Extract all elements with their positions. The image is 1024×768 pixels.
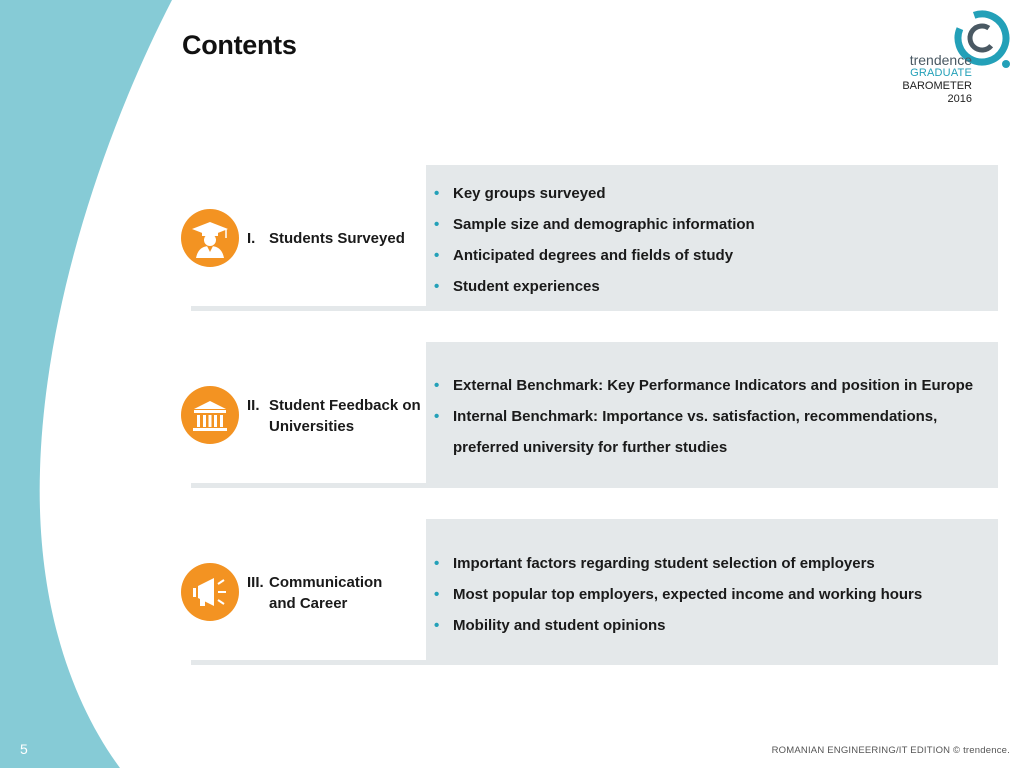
logo-line-trendence: trendence (909, 52, 972, 68)
university-icon (181, 386, 239, 444)
section-3-label (247, 572, 427, 614)
section-3-underline (191, 660, 436, 665)
section-2-label (247, 395, 427, 437)
megaphone-icon (181, 563, 239, 621)
section-2-title-line2: Universities (269, 418, 355, 435)
list-item: • External Benchmark: Key Performance Indicators and position in Europe (434, 370, 994, 401)
left-decorative-band (0, 0, 200, 768)
section-3-bullet-list (434, 548, 994, 641)
section-3-title-line1: Communication (269, 574, 383, 591)
footer-edition-text: ROMANIAN ENGINEERING/IT EDITION © trendence. (771, 745, 1010, 756)
section-2-underline (191, 483, 436, 488)
logo-line-barometer: BAROMETER (902, 80, 972, 92)
section-3-numeral: III. (247, 574, 264, 591)
section-1-numeral: I. (247, 230, 256, 247)
section-2-bullet-list (434, 370, 994, 463)
section-3-title-line2: and Career (269, 595, 348, 612)
trendence-logo (900, 8, 1020, 108)
logo-line-graduate: GRADUATE (910, 67, 972, 79)
section-1-bullet-list (434, 178, 994, 302)
section-1-title: Students Surveyed (269, 230, 405, 247)
list-item: • Internal Benchmark: Importance vs. satisfaction, recommendations, preferred university for further studies (434, 401, 973, 463)
list-item: • Mobility and student opinions (434, 610, 994, 641)
page-number: 5 (20, 741, 28, 757)
graduate-icon (181, 209, 239, 267)
list-item: • Anticipated degrees and fields of study (434, 240, 994, 271)
logo-line-year: 2016 (947, 93, 972, 105)
section-2-numeral: II. (247, 397, 260, 414)
list-item: • Most popular top employers, expected income and working hours (434, 579, 994, 610)
section-2-title-line1: Student Feedback on (269, 397, 421, 414)
list-item: • Student experiences (434, 271, 994, 302)
section-1-underline (191, 306, 436, 311)
list-item: • Sample size and demographic information (434, 209, 994, 240)
list-item: • Important factors regarding student selection of employers (434, 548, 994, 579)
page-title: Contents (182, 30, 297, 60)
section-1-label (247, 228, 427, 249)
list-item: • Key groups surveyed (434, 178, 994, 209)
